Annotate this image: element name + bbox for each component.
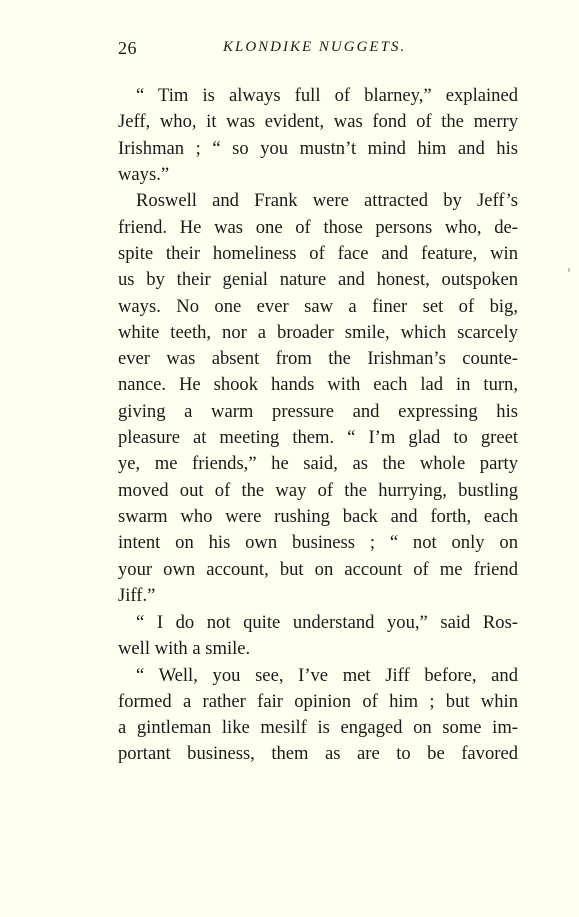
text-line: giving a warm pressure and expressing his: [118, 401, 518, 422]
text-line: Irishman ; “ so you mustn’t mind him and his: [118, 138, 518, 159]
text-line: us by their genial nature and honest, outspoken: [118, 269, 518, 290]
text-line: pleasure at meeting them. “ I’m glad to greet: [118, 427, 518, 448]
text-line: portant business, them as are to be favored: [118, 743, 518, 764]
page-number: 26: [118, 38, 137, 58]
running-title: KLONDIKE NUGGETS.: [223, 39, 407, 55]
text-line: “ Tim is always full of blarney,” explained: [136, 85, 518, 106]
text-line: white teeth, nor a broader smile, which scarcely: [118, 322, 518, 343]
text-line: Jiff.”: [118, 585, 156, 606]
text-line: ways. No one ever saw a finer set of big,: [118, 296, 518, 317]
margin-speck: [568, 268, 570, 272]
text-line: friend. He was one of those persons who, de-: [118, 217, 518, 238]
text-line: “ Well, you see, I’ve met Jiff before, and: [136, 665, 518, 686]
text-line: spite their homeliness of face and feature, win: [118, 243, 518, 264]
text-line: Jeff, who, it was evident, was fond of the merry: [118, 111, 518, 132]
text-line: swarm who were rushing back and forth, each: [118, 506, 518, 527]
text-line: moved out of the way of the hurrying, bustling: [118, 480, 518, 501]
text-line: formed a rather fair opinion of him ; but whin: [118, 691, 518, 712]
text-line: Roswell and Frank were attracted by Jeff’s: [136, 190, 518, 211]
text-line: your own account, but on account of me friend: [118, 559, 518, 580]
text-line: ever was absent from the Irishman’s counte-: [118, 348, 518, 369]
text-line: ways.”: [118, 164, 170, 185]
text-line: nance. He shook hands with each lad in turn,: [118, 374, 518, 395]
text-line: a gintleman like mesilf is engaged on some im-: [118, 717, 518, 738]
text-line: intent on his own business ; “ not only on: [118, 532, 518, 553]
text-line: “ I do not quite understand you,” said Ros-: [136, 612, 518, 633]
page-header: [118, 38, 518, 62]
text-line: ye, me friends,” he said, as the whole party: [118, 453, 518, 474]
text-line: well with a smile.: [118, 638, 251, 659]
